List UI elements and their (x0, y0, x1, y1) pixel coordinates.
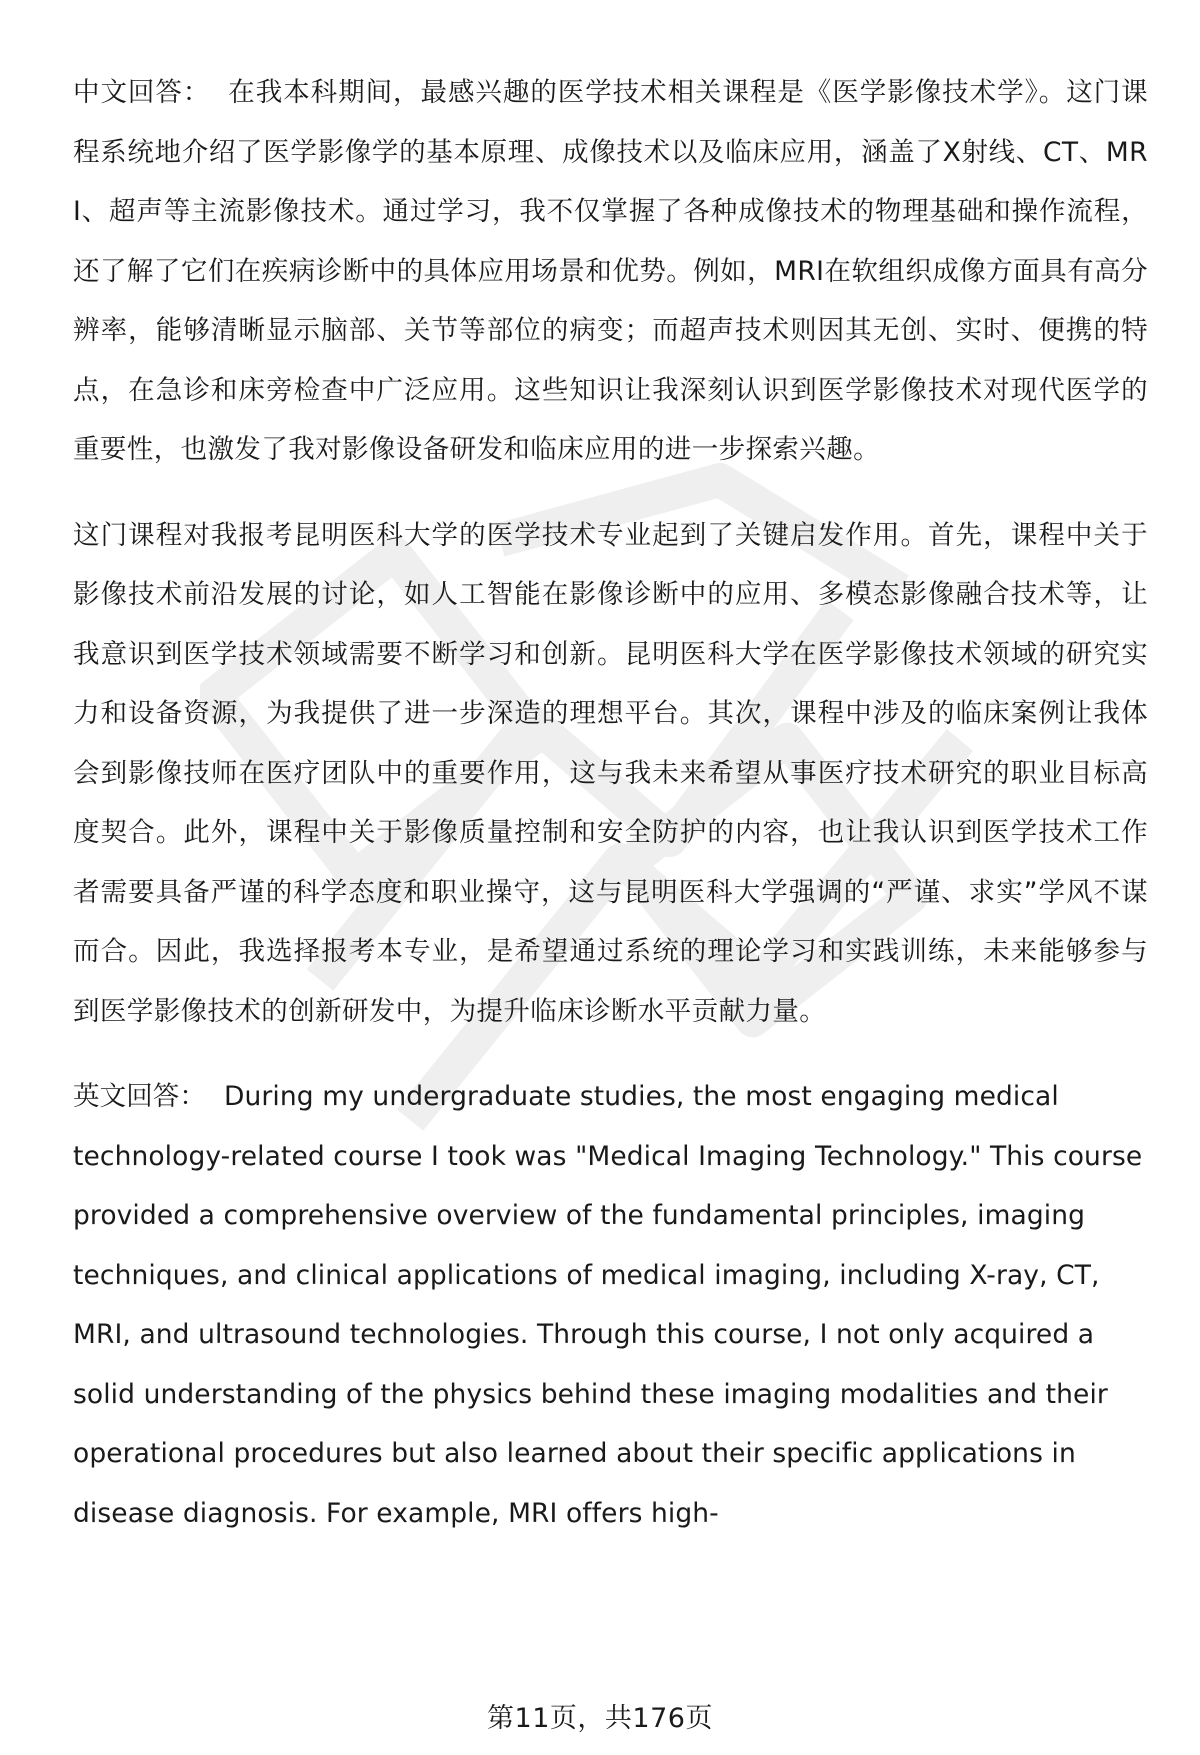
english-answer-label: 英文回答： (73, 1081, 206, 1112)
chinese-answer-text: 在我本科期间，最感兴趣的医学技术相关课程是《医学影像技术学》。这门课程系统地介绍了医学影像学的基本原理、成像技术以及临床应用，涵盖了X射线、CT、MRI、超声等主流影像技术。通过学习，我不仅掌握了各种成像技术的物理基础和操作流程，还了解了它们在疾病诊断中的具体应用场景和优势。例如，MRI在软组织成像方面具有高分辨率，能够清晰显示脑部、关节等部位的病变；而超声技术则因其无创、实时、便携的特点，在急诊和床旁检查中广泛应用。这些知识让我深刻认识到医学影像技术对现代医学的重要性，也激发了我对影像设备研发和临床应用的进一步探索兴趣。 (73, 77, 1149, 465)
page-number-footer: 第11页，共176页 (487, 1703, 713, 1734)
chinese-answer-label: 中文回答： (73, 77, 211, 108)
document-body (73, 63, 1148, 1569)
chinese-motivation-text: 这门课程对我报考昆明医科大学的医学技术专业起到了关键启发作用。首先，课程中关于影像技术前沿发展的讨论，如人工智能在影像诊断中的应用、多模态影像融合技术等，让我意识到医学技术领域需要不断学习和创新。昆明医科大学在医学影像技术领域的研究实力和设备资源，为我提供了进一步深造的理想平台。其次，课程中涉及的临床案例让我体会到影像技师在医疗团队中的重要作用，这与我未来希望从事医疗技术研究的职业目标高度契合。此外，课程中关于影像质量控制和安全防护的内容，也让我认识到医学技术工作者需要具备严谨的科学态度和职业操守，这与昆明医科大学强调的“严谨、求实”学风不谋而合。因此，我选择报考本专业，是希望通过系统的理论学习和实践训练，未来能够参与到医学影像技术的创新研发中，为提升临床诊断水平贡献力量。 (73, 519, 1148, 1027)
paragraph-english-answer (73, 1067, 1148, 1543)
english-answer-text: During my undergraduate studies, the most engaging medical technology-related course I took was "Medical Imaging Technology." This course provided a comprehensive overview of the fundamental principles, imaging techniques, and clinical applications of medical imaging, including X-ray, CT, MRI, and ultrasound technologies. Through this course, I not only acquired a solid understanding of the physics behind these imaging modalities and their operational procedures but also learned about their specific applications in disease diagnosis. For example, MRI offers high- (73, 1081, 1143, 1529)
paragraph-chinese-answer (73, 63, 1148, 480)
paragraph-chinese-motivation (73, 506, 1148, 1042)
